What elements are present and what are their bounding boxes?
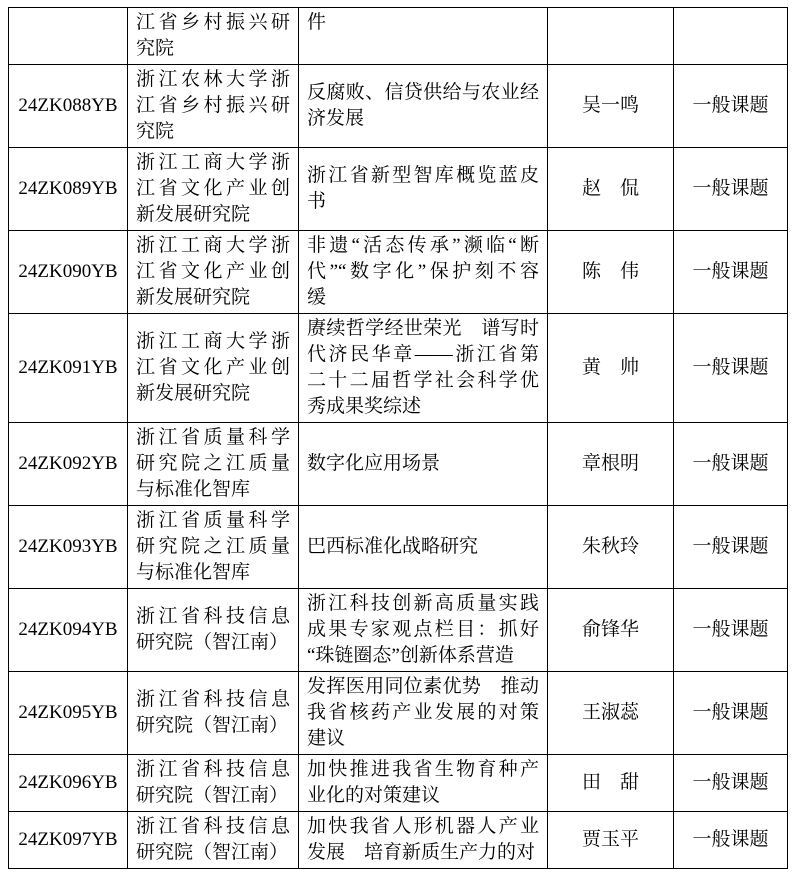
cell-text-line: 建议 — [307, 728, 346, 749]
cell-text-line: 加快推进我省生物育种产 — [307, 759, 539, 780]
institution-cell — [128, 423, 299, 506]
project-code-cell: 24ZK096YB — [9, 755, 128, 812]
project-title-cell — [299, 65, 548, 148]
project-code-cell: 24ZK092YB — [9, 423, 128, 506]
leader-name-cell: 陈 伟 — [548, 231, 674, 314]
project-title-cell — [299, 8, 548, 65]
cell-text-line: 江省文化产业创 — [136, 261, 290, 282]
project-code-cell: 24ZK094YB — [9, 589, 128, 672]
institution-cell — [128, 506, 299, 589]
leader-name-cell: 赵 侃 — [548, 148, 674, 231]
cell-text-line: 发展 培育新质生产力的对 — [307, 842, 536, 863]
project-title-cell — [299, 755, 548, 812]
institution-cell — [128, 8, 299, 65]
cell-text-line: 书 — [307, 191, 327, 212]
cell-text-line: 究院 — [136, 38, 175, 59]
cell-text-line: 研究院（智江南） — [136, 842, 289, 863]
table-row — [9, 755, 788, 812]
project-code-cell: 24ZK089YB — [9, 148, 128, 231]
category-cell: 一般课题 — [674, 231, 788, 314]
institution-cell — [128, 148, 299, 231]
project-title-cell — [299, 314, 548, 423]
table-row — [9, 231, 788, 314]
cell-text-line: 非遗“活态传承”濒临“断 — [307, 235, 539, 256]
cell-text-line: 赓续哲学经世荣光 谱写时 — [307, 318, 539, 339]
category-cell: 一般课题 — [674, 65, 788, 148]
projects-table — [8, 7, 788, 869]
institution-cell — [128, 314, 299, 423]
cell-text-line: 业化的对策建议 — [307, 785, 441, 806]
category-cell: 一般课题 — [674, 589, 788, 672]
leader-name-cell: 朱秋玲 — [548, 506, 674, 589]
category-cell: 一般课题 — [674, 812, 788, 869]
table-row — [9, 506, 788, 589]
cell-text-line: 巴西标准化战略研究 — [307, 536, 479, 557]
leader-name-cell: 田 甜 — [548, 755, 674, 812]
leader-name-cell: 吴一鸣 — [548, 65, 674, 148]
cell-text-line: 浙江工商大学浙 — [136, 152, 290, 173]
cell-text-line: 反腐败、信贷供给与农业经 — [307, 82, 539, 103]
cell-text-line: 新发展研究院 — [136, 383, 251, 404]
category-cell: 一般课题 — [674, 672, 788, 755]
cell-text-line: 浙江省科技信息 — [136, 816, 290, 837]
table-row — [9, 423, 788, 506]
cell-text-line: 件 — [307, 12, 327, 33]
project-code-cell: 24ZK088YB — [9, 65, 128, 148]
cell-text-line: 缓 — [307, 287, 327, 308]
cell-text-line: 浙江省科技信息 — [136, 606, 290, 627]
table-row — [9, 589, 788, 672]
category-cell: 一般课题 — [674, 314, 788, 423]
project-title-cell — [299, 506, 548, 589]
project-code-cell: 24ZK097YB — [9, 812, 128, 869]
project-title-cell — [299, 423, 548, 506]
cell-text-line: 发挥医用同位素优势 推动 — [307, 676, 539, 697]
institution-cell — [128, 812, 299, 869]
table-row — [9, 672, 788, 755]
cell-text-line: 新发展研究院 — [136, 287, 251, 308]
cell-text-line: 新发展研究院 — [136, 204, 251, 225]
cell-text-line: 代”“数字化”保护刻不容 — [307, 261, 539, 282]
cell-text-line: 与标准化智库 — [136, 562, 251, 583]
cell-text-line: 研究院（智江南） — [136, 715, 289, 736]
cell-text-line: 研究院之江质量 — [136, 536, 290, 557]
leader-name-cell — [548, 8, 674, 65]
category-cell: 一般课题 — [674, 148, 788, 231]
project-code-cell: 24ZK093YB — [9, 506, 128, 589]
cell-text-line: 浙江工商大学浙 — [136, 235, 290, 256]
cell-text-line: 浙江省质量科学 — [136, 427, 290, 448]
cell-text-line: 研究院之江质量 — [136, 453, 290, 474]
institution-cell — [128, 65, 299, 148]
institution-cell — [128, 589, 299, 672]
cell-text-line: 成果专家观点栏目：抓好 — [307, 619, 539, 640]
table-row — [9, 148, 788, 231]
table-row — [9, 314, 788, 423]
category-cell: 一般课题 — [674, 755, 788, 812]
project-title-cell — [299, 148, 548, 231]
cell-text-line: 与标准化智库 — [136, 479, 251, 500]
cell-text-line: 浙江科技创新高质量实践 — [307, 593, 539, 614]
category-cell: 一般课题 — [674, 423, 788, 506]
leader-name-cell: 黄 帅 — [548, 314, 674, 423]
leader-name-cell: 贾玉平 — [548, 812, 674, 869]
cell-text-line: 浙江工商大学浙 — [136, 331, 290, 352]
cell-text-line: 江省乡村振兴研 — [136, 12, 290, 33]
project-title-cell — [299, 672, 548, 755]
project-code-cell — [9, 8, 128, 65]
leader-name-cell: 王淑蕊 — [548, 672, 674, 755]
cell-text-line: 代济民华章——浙江省第 — [307, 344, 539, 365]
cell-text-line: 数字化应用场景 — [307, 453, 441, 474]
institution-cell — [128, 672, 299, 755]
cell-text-line: 江省乡村振兴研 — [136, 95, 290, 116]
institution-cell — [128, 231, 299, 314]
cell-text-line: “珠链圈态”创新体系营造 — [307, 645, 514, 666]
leader-name-cell: 章根明 — [548, 423, 674, 506]
institution-cell — [128, 755, 299, 812]
cell-text-line: 江省文化产业创 — [136, 357, 290, 378]
cell-text-line: 研究院（智江南） — [136, 785, 289, 806]
cell-text-line: 江省文化产业创 — [136, 178, 290, 199]
project-title-cell — [299, 231, 548, 314]
project-title-cell — [299, 589, 548, 672]
cell-text-line: 加快我省人形机器人产业 — [307, 816, 539, 837]
cell-text-line: 究院 — [136, 121, 175, 142]
cell-text-line: 研究院（智江南） — [136, 632, 289, 653]
cell-text-line: 我省核药产业发展的对策 — [307, 702, 539, 723]
project-title-cell — [299, 812, 548, 869]
project-code-cell: 24ZK095YB — [9, 672, 128, 755]
project-code-cell: 24ZK090YB — [9, 231, 128, 314]
cell-text-line: 浙江省科技信息 — [136, 759, 290, 780]
table-row — [9, 8, 788, 65]
cell-text-line: 二十二届哲学社会科学优 — [307, 370, 539, 391]
cell-text-line: 浙江农林大学浙 — [136, 69, 290, 90]
cell-text-line: 浙江省质量科学 — [136, 510, 290, 531]
table-row — [9, 812, 788, 869]
cell-text-line: 浙江省科技信息 — [136, 689, 290, 710]
cell-text-line: 秀成果奖综述 — [307, 396, 422, 417]
project-code-cell: 24ZK091YB — [9, 314, 128, 423]
leader-name-cell: 俞锋华 — [548, 589, 674, 672]
cell-text-line: 浙江省新型智库概览蓝皮 — [307, 165, 539, 186]
cell-text-line: 济发展 — [307, 108, 365, 129]
category-cell — [674, 8, 788, 65]
table-row — [9, 65, 788, 148]
projects-table-body — [9, 8, 788, 869]
category-cell: 一般课题 — [674, 506, 788, 589]
